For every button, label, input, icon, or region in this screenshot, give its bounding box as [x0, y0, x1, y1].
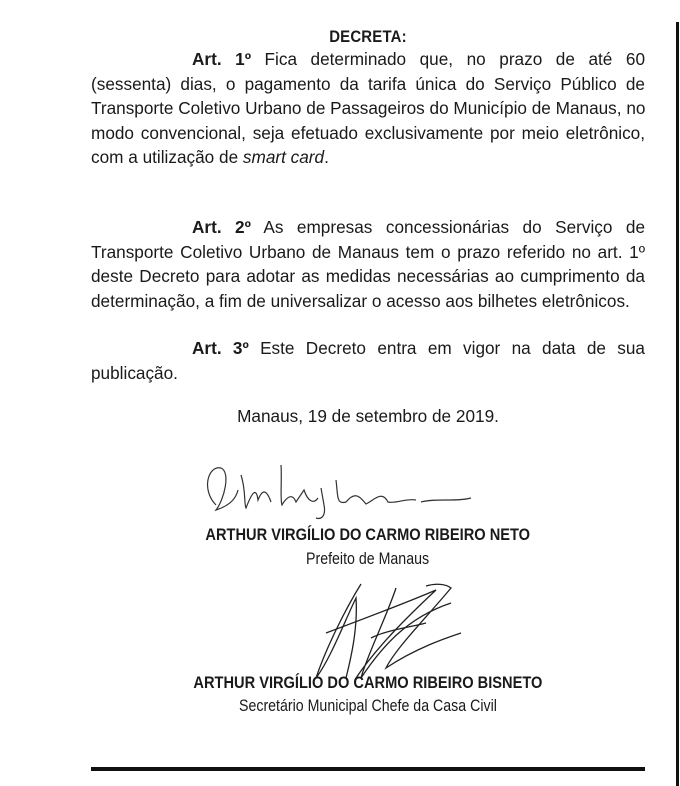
article-3-line: Este Decreto entra em vigor na data de sua: [260, 338, 645, 358]
article-1: [91, 47, 645, 170]
article-1-line: (sessenta) dias, o pagamento da tarifa única do Serviço Público de: [91, 73, 645, 94]
article-3-line: publicação.: [91, 362, 178, 383]
article-3: [91, 336, 645, 385]
article-1-label: Art. 1º: [192, 49, 251, 69]
article-1-line: modo convencional, seja efetuado exclusivamente por meio eletrônico,: [91, 122, 645, 143]
article-1-line-last: com a utilização de smart card.: [91, 147, 329, 168]
signature-2-icon: [286, 578, 486, 688]
place-and-date: Manaus, 19 de setembro de 2019.: [237, 406, 499, 426]
article-2-label: Art. 2º: [192, 217, 251, 237]
article-2-line: Transporte Coletivo Urbano de Manaus tem o prazo referido no art. 1º: [91, 241, 645, 262]
article-2-line: determinação, a fim de universalizar o acesso aos bilhetes eletrônicos.: [91, 290, 630, 311]
signatory-2-name: ARTHUR VIRGÍLIO DO CARMO RIBEIRO BISNETO: [193, 673, 543, 692]
smart-card-term: smart card: [242, 147, 325, 168]
article-1-line: Transporte Coletivo Urbano de Passageiros do Município de Manaus, no: [91, 98, 646, 119]
signatory-1-name: ARTHUR VIRGÍLIO DO CARMO RIBEIRO NETO: [205, 525, 531, 544]
article-1-line: Fica determinado que, no prazo de até 60: [264, 49, 646, 69]
article-2: [91, 215, 645, 313]
footer-rule: [91, 767, 645, 771]
signature-1-icon: [196, 460, 526, 530]
signatory-2-role: Secretário Municipal Chefe da Casa Civil: [239, 697, 497, 715]
page-right-border: [676, 22, 679, 786]
article-3-label: Art. 3º: [192, 338, 249, 358]
article-2-line: As empresas concessionárias do Serviço de: [263, 217, 646, 237]
article-2-line: deste Decreto para adotar as medidas necessárias ao cumprimento da: [91, 266, 645, 287]
decree-heading: DECRETA:: [329, 27, 407, 46]
signatory-1-role: Prefeito de Manaus: [306, 550, 430, 568]
